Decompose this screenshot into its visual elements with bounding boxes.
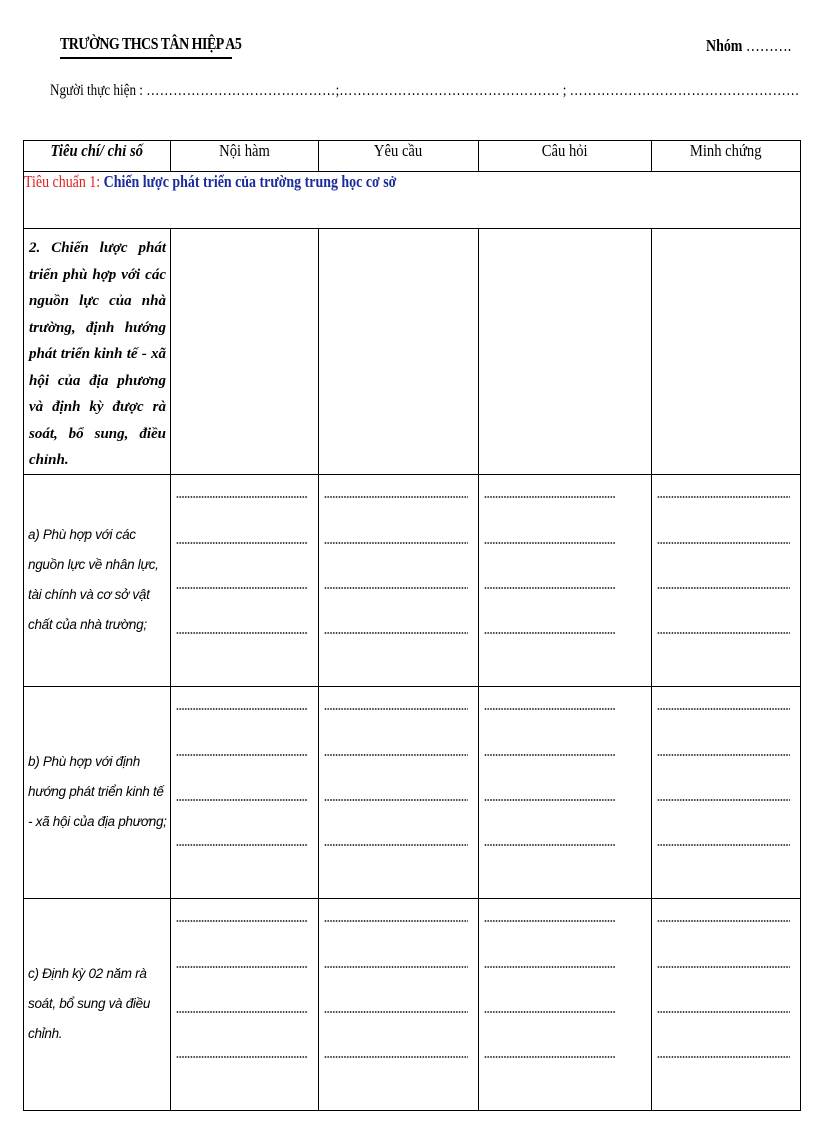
criterion-content-cell[interactable] bbox=[171, 229, 319, 475]
dotted-answer-line[interactable] bbox=[657, 587, 790, 589]
dotted-answer-line[interactable] bbox=[324, 632, 468, 634]
performer-separator-2: ; bbox=[562, 82, 567, 99]
dotted-answer-line[interactable] bbox=[324, 708, 468, 710]
table-row bbox=[24, 898, 801, 1110]
performer-blank-2[interactable]: …………………………………………. bbox=[339, 82, 560, 99]
table-row bbox=[24, 474, 801, 686]
dotted-answer-line[interactable] bbox=[176, 844, 308, 846]
column-header-requirement: Yêu cầu bbox=[319, 141, 479, 172]
dotted-answer-line[interactable] bbox=[484, 632, 616, 634]
dotted-answer-line[interactable] bbox=[484, 1056, 616, 1058]
dotted-answer-line[interactable] bbox=[657, 1011, 790, 1013]
dotted-answer-line[interactable] bbox=[657, 542, 790, 544]
dotted-answer-line[interactable] bbox=[176, 966, 308, 968]
standard-label: Tiêu chuẩn 1: bbox=[24, 172, 101, 191]
dotted-answer-line[interactable] bbox=[324, 542, 468, 544]
dotted-answer-line[interactable] bbox=[484, 587, 616, 589]
dotted-answer-line[interactable] bbox=[657, 754, 790, 756]
dotted-answer-line[interactable] bbox=[176, 496, 308, 498]
question-answer-cell[interactable] bbox=[479, 898, 652, 1110]
dotted-answer-line[interactable] bbox=[484, 799, 616, 801]
dotted-answer-line[interactable] bbox=[657, 496, 790, 498]
dotted-answer-line[interactable] bbox=[324, 1056, 468, 1058]
dotted-answer-line[interactable] bbox=[657, 920, 790, 922]
sub-criterion-text: c) Định kỳ 02 năm rà soát, bổ sung và điều chỉnh. bbox=[28, 966, 151, 1041]
column-header-content: Nội hàm bbox=[171, 141, 319, 172]
column-header-question: Câu hỏi bbox=[479, 141, 652, 172]
sub-criterion-cell bbox=[24, 474, 171, 686]
table-header-row bbox=[24, 141, 801, 172]
criterion-row bbox=[24, 229, 801, 475]
group-blank[interactable]: ………. bbox=[745, 36, 792, 55]
content-answer-cell[interactable] bbox=[171, 898, 319, 1110]
dotted-answer-line[interactable] bbox=[324, 587, 468, 589]
criterion-cell bbox=[24, 229, 171, 475]
dotted-answer-line[interactable] bbox=[324, 799, 468, 801]
standard-cell bbox=[24, 172, 801, 229]
performer-blank-1[interactable]: …………………………………… bbox=[146, 82, 336, 99]
dotted-answer-line[interactable] bbox=[657, 1056, 790, 1058]
dotted-answer-line[interactable] bbox=[657, 966, 790, 968]
dotted-answer-line[interactable] bbox=[484, 966, 616, 968]
dotted-answer-line[interactable] bbox=[324, 966, 468, 968]
table-row bbox=[24, 686, 801, 898]
dotted-answer-line[interactable] bbox=[484, 496, 616, 498]
dotted-answer-line[interactable] bbox=[324, 754, 468, 756]
sub-criterion-text: a) Phù hợp với các nguồn lực về nhân lực, tài chính và cơ sở vật chất của nhà trường; bbox=[28, 527, 159, 632]
dotted-answer-line[interactable] bbox=[324, 1011, 468, 1013]
dotted-answer-line[interactable] bbox=[176, 799, 308, 801]
dotted-answer-line[interactable] bbox=[176, 587, 308, 589]
performer-blank-3[interactable]: …………………………………………… bbox=[569, 82, 800, 99]
dotted-answer-line[interactable] bbox=[484, 542, 616, 544]
criterion-text: 2. Chiến lược phát triển phù hợp với các nguồn lực của nhà trường, định hướng phát triển kinh tế - xã hội của địa phương và định kỳ được rà soát, bổ sung, điều chỉnh. bbox=[29, 240, 166, 468]
standard-row bbox=[24, 172, 801, 229]
column-header-criteria: Tiêu chí/ chỉ số bbox=[24, 141, 171, 172]
evidence-answer-cell[interactable] bbox=[652, 686, 801, 898]
criterion-question-cell[interactable] bbox=[479, 229, 652, 475]
dotted-answer-line[interactable] bbox=[484, 708, 616, 710]
question-answer-cell[interactable] bbox=[479, 474, 652, 686]
question-answer-cell[interactable] bbox=[479, 686, 652, 898]
dotted-answer-line[interactable] bbox=[484, 1011, 616, 1013]
dotted-answer-line[interactable] bbox=[176, 920, 308, 922]
requirement-answer-cell[interactable] bbox=[319, 898, 479, 1110]
evaluation-table bbox=[23, 140, 801, 1111]
sub-criterion-text: b) Phù hợp với định hướng phát triển kinh tế - xã hội của địa phương; bbox=[28, 754, 167, 829]
school-name-underline bbox=[60, 57, 232, 59]
evidence-answer-cell[interactable] bbox=[652, 898, 801, 1110]
dotted-answer-line[interactable] bbox=[176, 632, 308, 634]
content-answer-cell[interactable] bbox=[171, 686, 319, 898]
dotted-answer-line[interactable] bbox=[324, 844, 468, 846]
sub-criterion-cell bbox=[24, 898, 171, 1110]
performer-field bbox=[50, 82, 800, 100]
dotted-answer-line[interactable] bbox=[657, 632, 790, 634]
requirement-answer-cell[interactable] bbox=[319, 474, 479, 686]
group-field bbox=[706, 36, 791, 56]
dotted-answer-line[interactable] bbox=[657, 844, 790, 846]
dotted-answer-line[interactable] bbox=[176, 1056, 308, 1058]
dotted-answer-line[interactable] bbox=[484, 844, 616, 846]
dotted-answer-line[interactable] bbox=[176, 754, 308, 756]
criterion-requirement-cell[interactable] bbox=[319, 229, 479, 475]
dotted-answer-line[interactable] bbox=[176, 708, 308, 710]
dotted-answer-line[interactable] bbox=[657, 799, 790, 801]
performer-label: Người thực hiện : bbox=[50, 82, 143, 99]
standard-title: Chiến lược phát triển của trường trung học cơ sở bbox=[103, 172, 397, 191]
dotted-answer-line[interactable] bbox=[176, 1011, 308, 1013]
school-name: TRƯỜNG THCS TÂN HIỆP A5 bbox=[60, 34, 242, 53]
performer-separator-1: ; bbox=[335, 82, 340, 99]
dotted-answer-line[interactable] bbox=[324, 496, 468, 498]
dotted-answer-line[interactable] bbox=[324, 920, 468, 922]
column-header-evidence: Minh chứng bbox=[652, 141, 801, 172]
dotted-answer-line[interactable] bbox=[484, 920, 616, 922]
criterion-evidence-cell[interactable] bbox=[652, 229, 801, 475]
group-label: Nhóm bbox=[706, 36, 743, 55]
evidence-answer-cell[interactable] bbox=[652, 474, 801, 686]
content-answer-cell[interactable] bbox=[171, 474, 319, 686]
requirement-answer-cell[interactable] bbox=[319, 686, 479, 898]
dotted-answer-line[interactable] bbox=[176, 542, 308, 544]
dotted-answer-line[interactable] bbox=[484, 754, 616, 756]
dotted-answer-line[interactable] bbox=[657, 708, 790, 710]
sub-criterion-cell bbox=[24, 686, 171, 898]
